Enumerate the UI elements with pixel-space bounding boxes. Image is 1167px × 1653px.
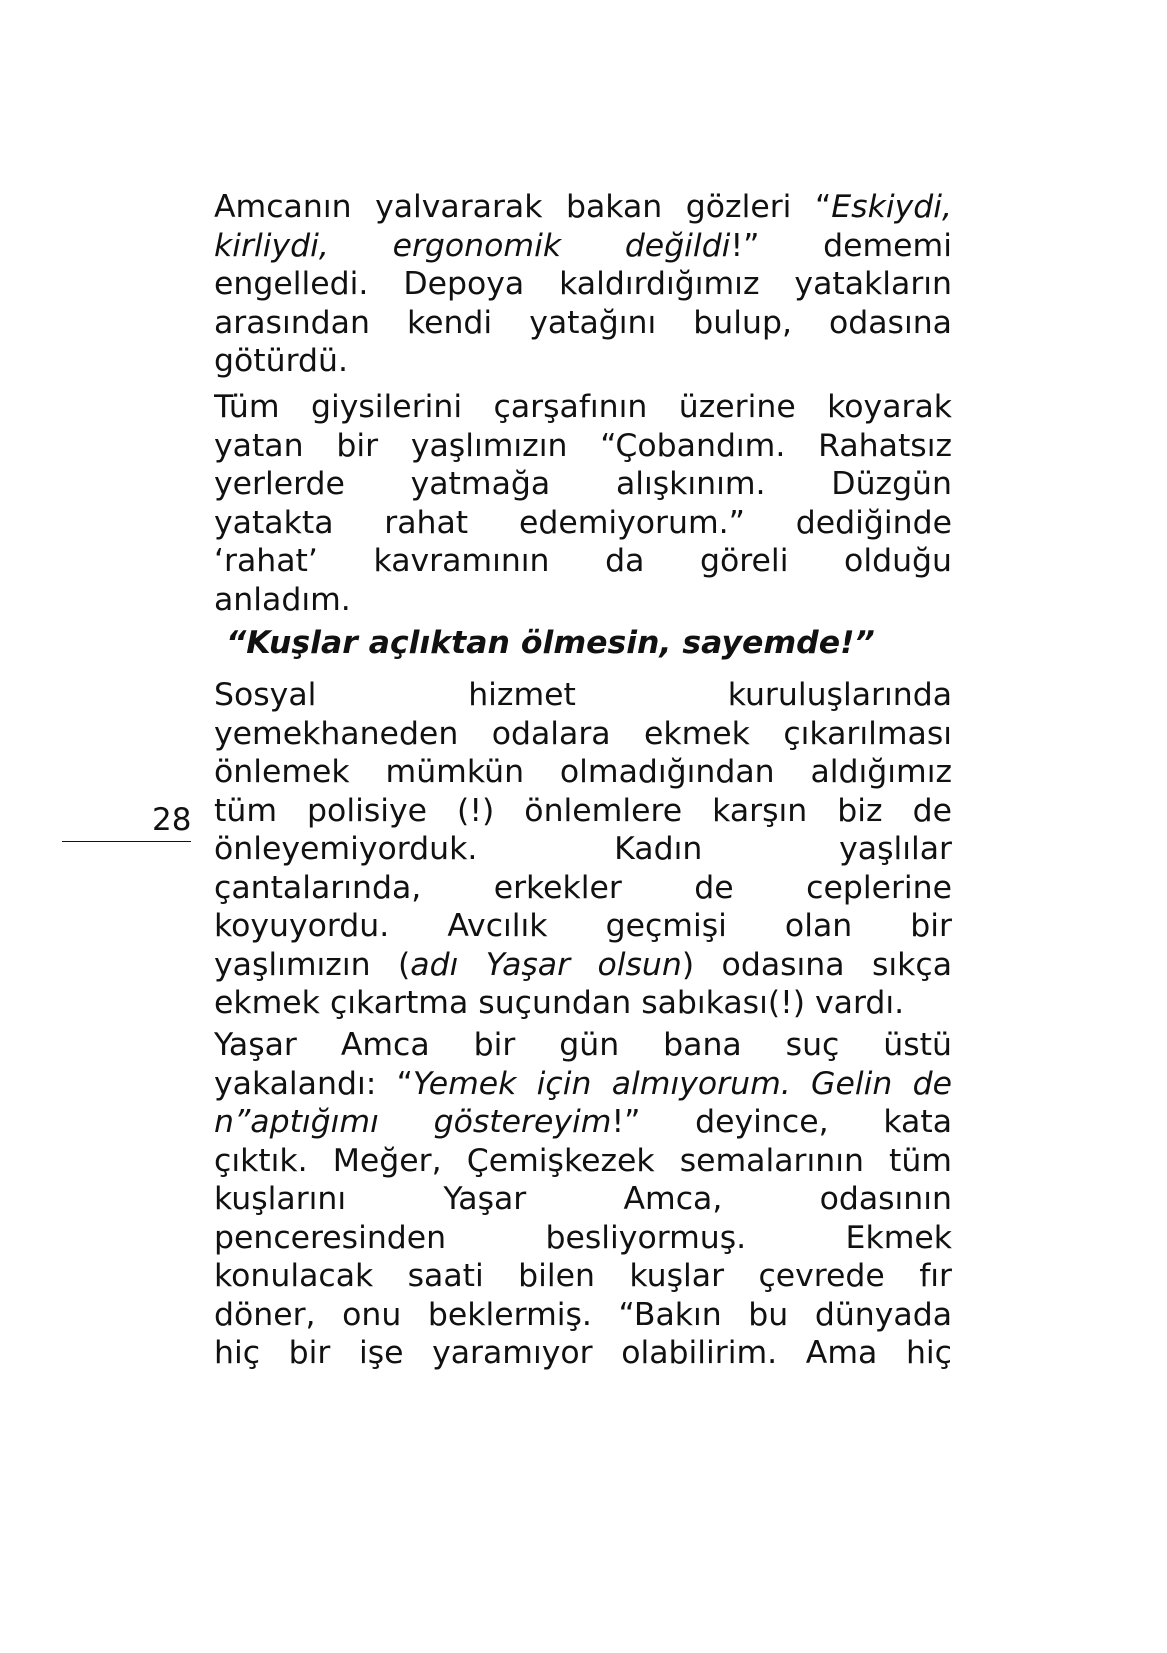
text-line [214,388,952,427]
paragraph-yasar-amca [214,1026,952,1373]
paragraph-bed-story [214,188,952,381]
text-run: önlemek mümkün olmadığından aldığımız [214,754,952,790]
text-run: yerlerde yatmağa alışkınım. Düzgün [214,466,952,502]
italic-text: Yemek için almıyorum. Gelin de [412,1065,952,1102]
paragraph-shepherd-story [214,388,952,619]
text-run: Sosyal hizmet kuruluşlarında [214,677,952,713]
text-run: ekmek çıkartma suçundan sabıkası(!) vardı. [214,985,905,1021]
text-run: konulacak saati bilen kuşlar çevrede fır [214,1258,952,1294]
text-line [214,946,952,985]
text-line [214,227,952,266]
text-line [214,753,952,792]
text-run: tüm polisiye (!) önlemlere karşın biz de [214,792,952,829]
text-line [214,188,952,227]
text-run: penceresinden besliyormuş. Ekmek [214,1219,952,1256]
text-line [214,1219,952,1258]
italic-text: kirliydi, ergonomik değildi [214,227,731,264]
text-run: Tüm giysilerini çarşafının üzerine koyarak [214,389,952,425]
page-number-rule [62,841,191,842]
text-run: yaşlımızın ( [214,946,411,983]
text-run: götürdü. [214,343,348,379]
text-line [214,427,952,466]
text-line [214,265,952,304]
paragraph-bread-rules [214,676,952,1023]
text-run: ) odasına sıkça [681,946,952,983]
italic-text: Eskiydi, [831,189,952,225]
text-line [214,581,952,620]
text-line [214,304,952,343]
text-line [214,1180,952,1219]
text-run: hiç bir işe yaramıyor olabilirim. Ama hiç [214,1335,952,1371]
text-line [214,1026,952,1065]
text-run: yatan bir yaşlımızın “Çobandım. Rahatsız [214,427,952,464]
text-line [214,676,952,715]
text-line [214,342,952,381]
text-line [214,1296,952,1335]
italic-text: adı Yaşar olsun [410,946,682,983]
text-run: yatakta rahat edemiyorum.” dediğinde [214,504,952,541]
text-run: yakalandı: “ [214,1065,413,1102]
text-run: koyuyordu. Avcılık geçmişi olan bir [214,908,952,944]
text-line [214,1103,952,1142]
text-line [214,1334,952,1373]
text-line [214,830,952,869]
text-run: yemekhaneden odalara ekmek çıkarılması [214,715,952,752]
text-run: önleyemiyorduk. Kadın yaşlılar [214,831,952,867]
italic-text: n”aptığımı göstereyim [214,1104,612,1140]
text-line [214,1257,952,1296]
text-line [214,1065,952,1104]
section-heading: “Kuşlar açlıktan ölmesin, sayemde!” [226,625,875,661]
text-run: çantalarında, erkekler de ceplerine [214,869,952,906]
text-run: !” dememi [730,227,952,264]
text-line [214,465,952,504]
text-run: arasından kendi yatağını bulup, odasına [214,304,952,341]
text-line [214,792,952,831]
text-line [214,984,952,1023]
text-line [214,869,952,908]
text-run: çıktık. Meğer, Çemişkezek semalarının tüm [214,1142,952,1179]
text-run: kuşlarını Yaşar Amca, odasının [214,1181,952,1217]
text-line [214,907,952,946]
text-run: döner, onu beklermiş. “Bakın bu dünyada [214,1296,952,1333]
text-run: ‘rahat’ kavramının da göreli olduğu [214,543,952,579]
text-line [214,1142,952,1181]
page-number: 28 [152,802,192,838]
text-run: anladım. [214,581,351,618]
text-run: !” deyince, kata [611,1104,952,1140]
text-line [214,542,952,581]
text-run: Amcanın yalvararak bakan gözleri “ [214,189,832,225]
text-line [214,504,952,543]
text-line [214,715,952,754]
text-run: engelledi. Depoya kaldırdığımız yatakların [214,266,952,302]
text-run: Yaşar Amca bir gün bana suç üstü [214,1027,952,1063]
